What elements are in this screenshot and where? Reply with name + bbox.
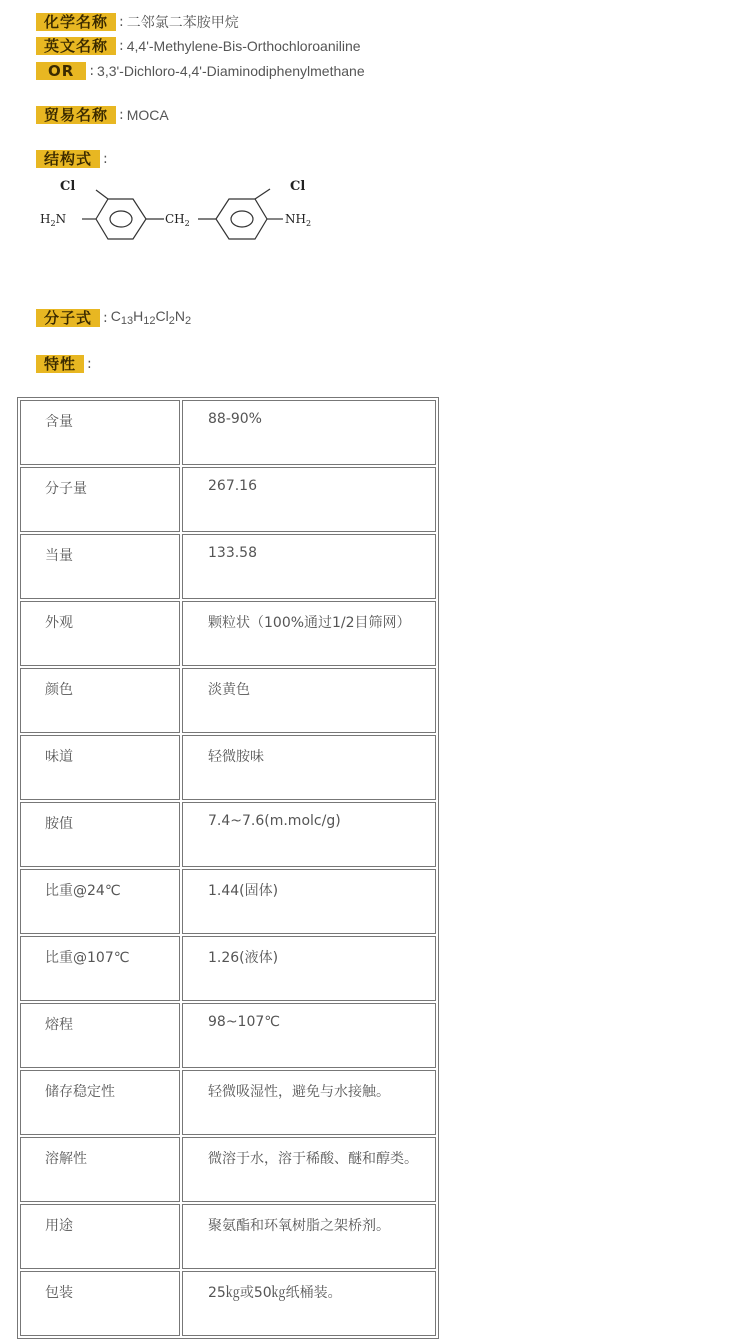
property-name-cell: 熔程 [20, 1003, 180, 1068]
chemical-name-sep: : [119, 14, 124, 30]
table-row [20, 467, 436, 532]
property-value-cell: 1.26(液体) [182, 936, 436, 1001]
h2n-label: $H_2N$ [40, 212, 67, 228]
table-row [20, 936, 436, 1001]
molecular-formula-value: $C_{13}H_{12}Cl_2N_2$ [110, 308, 192, 327]
table-row [20, 1271, 436, 1336]
table-row [20, 601, 436, 666]
table-row [20, 400, 436, 465]
table-row [20, 735, 436, 800]
properties-line [36, 355, 95, 373]
property-value-cell: 7.4~7.6(m.molc/g) [182, 802, 436, 867]
or-name-line [36, 62, 365, 80]
property-value-cell: 133.58 [182, 534, 436, 599]
chemical-name-line [36, 12, 239, 32]
property-value-cell: 轻微胺味 [182, 735, 436, 800]
english-name-value: 4,4'-Methylene-Bis-Orthochloroaniline [126, 38, 361, 54]
structure-line [36, 150, 111, 168]
property-name-cell: 味道 [20, 735, 180, 800]
molecular-formula-sep: : [103, 309, 108, 326]
property-value-cell: 颗粒状（100%通过1/2目筛网） [182, 601, 436, 666]
properties-label: 特性 [36, 355, 84, 373]
trade-name-label: 贸易名称 [36, 106, 116, 124]
properties-table-body [20, 400, 436, 1336]
property-name-cell: 溶解性 [20, 1137, 180, 1202]
cl-left-label: Cl [60, 179, 76, 194]
property-name-cell: 储存稳定性 [20, 1070, 180, 1135]
english-name-line [36, 37, 361, 55]
table-row [20, 1003, 436, 1068]
property-name-cell: 包装 [20, 1271, 180, 1336]
molecular-formula-line [36, 308, 191, 327]
property-value-cell: 1.44(固体) [182, 869, 436, 934]
structure-sep: : [103, 151, 108, 167]
table-row [20, 534, 436, 599]
property-name-cell: 比重@24℃ [20, 869, 180, 934]
properties-sep: : [87, 356, 92, 372]
table-row [20, 869, 436, 934]
structural-formula-diagram [38, 174, 338, 249]
property-value-cell: 淡黄色 [182, 668, 436, 733]
properties-table [17, 397, 439, 1339]
right-benzene-ring [216, 199, 267, 239]
english-name-label: 英文名称 [36, 37, 116, 55]
molecular-formula-label: 分子式 [36, 309, 100, 327]
property-name-cell: 当量 [20, 534, 180, 599]
cl-right-label: Cl [290, 179, 306, 194]
property-value-cell: 25㎏或50㎏纸桶装。 [182, 1271, 436, 1336]
property-value-cell: 98~107℃ [182, 1003, 436, 1068]
property-value-cell: 267.16 [182, 467, 436, 532]
property-name-cell: 用途 [20, 1204, 180, 1269]
right-ring-circle [231, 211, 253, 227]
property-name-cell: 分子量 [20, 467, 180, 532]
chemical-name-label: 化学名称 [36, 13, 116, 31]
right-cl-bond [255, 189, 270, 199]
property-name-cell: 外观 [20, 601, 180, 666]
ch2-label: $CH_2$ [165, 212, 190, 228]
or-name-value: 3,3'-Dichloro-4,4'-Diaminodiphenylmethane [97, 63, 365, 79]
left-benzene-ring [96, 199, 146, 239]
nh2-label: $NH_2$ [285, 212, 312, 228]
property-name-cell: 比重@107℃ [20, 936, 180, 1001]
left-ring-circle [110, 211, 132, 227]
left-cl-bond [96, 190, 108, 199]
trade-name-sep: : [119, 107, 124, 123]
property-name-cell: 颜色 [20, 668, 180, 733]
table-row [20, 1070, 436, 1135]
table-row [20, 668, 436, 733]
table-row [20, 1137, 436, 1202]
property-value-cell: 88-90% [182, 400, 436, 465]
or-name-label: OR [36, 62, 86, 80]
property-value-cell: 微溶于水，溶于稀酸、醚和醇类。 [182, 1137, 436, 1202]
property-value-cell: 轻微吸湿性，避免与水接触。 [182, 1070, 436, 1135]
property-value-cell: 聚氨酯和环氧树脂之架桥剂。 [182, 1204, 436, 1269]
trade-name-value: MOCA [126, 107, 169, 123]
table-row [20, 1204, 436, 1269]
chemical-name-value: 二邻氯二苯胺甲烷 [126, 14, 239, 30]
structure-label: 结构式 [36, 150, 100, 168]
table-row [20, 802, 436, 867]
or-name-sep: : [89, 63, 95, 79]
property-name-cell: 含量 [20, 400, 180, 465]
english-name-sep: : [119, 38, 124, 54]
trade-name-line [36, 106, 169, 124]
property-name-cell: 胺值 [20, 802, 180, 867]
